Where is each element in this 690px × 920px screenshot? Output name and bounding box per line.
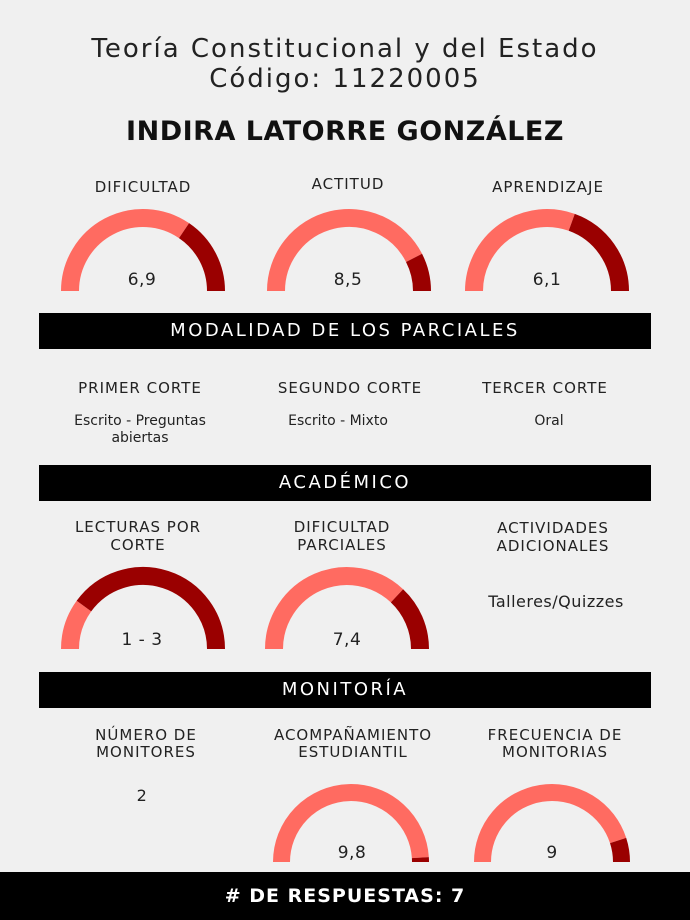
dificultad-parciales-label-line1: DIFICULTAD [293, 518, 391, 536]
primer-corte-value-line1: Escrito - Preguntas [74, 413, 206, 429]
tercer-corte-label: TERCER CORTE [482, 379, 608, 397]
lecturas-value: 1 - 3 [121, 630, 163, 650]
acompanamiento-label-line2: ESTUDIANTIL [298, 743, 408, 761]
modalidad-banner: MODALIDAD DE LOS PARCIALES [39, 313, 651, 349]
academico-banner: ACADÉMICO [39, 465, 651, 501]
frecuencia-value: 9 [546, 843, 558, 863]
course-code: Código: 11220005 [209, 64, 481, 94]
lecturas-filled-arc [70, 606, 84, 649]
dificultad-parciales-label-line2: PARCIALES [297, 536, 387, 554]
frecuencia-remaining-arc [618, 841, 621, 862]
course-title: Teoría Constitucional y del Estado [91, 34, 599, 64]
actividades-label-line2: ADICIONALES [496, 537, 610, 555]
dificultad-parciales-value: 7,4 [332, 630, 362, 650]
numero-monitores-label-line1: NÚMERO DE [95, 726, 197, 744]
actitud-value: 8,5 [333, 270, 363, 290]
aprendizaje-value: 6,1 [532, 270, 562, 290]
monitoria-banner: MONITORÍA [39, 672, 651, 708]
actitud-remaining-arc [414, 258, 422, 291]
professor-name: INDIRA LATORRE GONZÁLEZ [126, 116, 564, 147]
numero-monitores-value: 2 [136, 786, 148, 805]
primer-corte-label: PRIMER CORTE [78, 379, 202, 397]
acompanamiento-value: 9,8 [337, 843, 367, 863]
actividades-value: Talleres/Quizzes [488, 592, 624, 611]
lecturas-label-line2: CORTE [110, 536, 166, 554]
acompanamiento-label-line1: ACOMPAÑAMIENTO [273, 726, 433, 744]
actitud-label: ACTITUD [311, 175, 385, 193]
tercer-corte-value: Oral [534, 413, 564, 429]
primer-corte-value-line2: abiertas [111, 430, 169, 446]
dificultad-label: DIFICULTAD [94, 178, 192, 196]
dificultad-parciales-remaining-arc [397, 596, 420, 649]
frecuencia-label-line1: FRECUENCIA DE [487, 726, 623, 744]
responses-footer: # DE RESPUESTAS: 7 [0, 872, 690, 920]
dificultad-value: 6,9 [127, 270, 157, 290]
frecuencia-label-line2: MONITORIAS [502, 743, 608, 761]
segundo-corte-label: SEGUNDO CORTE [277, 379, 423, 397]
segundo-corte-value: Escrito - Mixto [288, 413, 388, 429]
numero-monitores-label-line2: MONITORES [96, 743, 196, 761]
lecturas-label-line1: LECTURAS POR [74, 518, 202, 536]
actividades-label-line1: ACTIVIDADES [497, 519, 609, 537]
aprendizaje-label: APRENDIZAJE [492, 178, 604, 196]
